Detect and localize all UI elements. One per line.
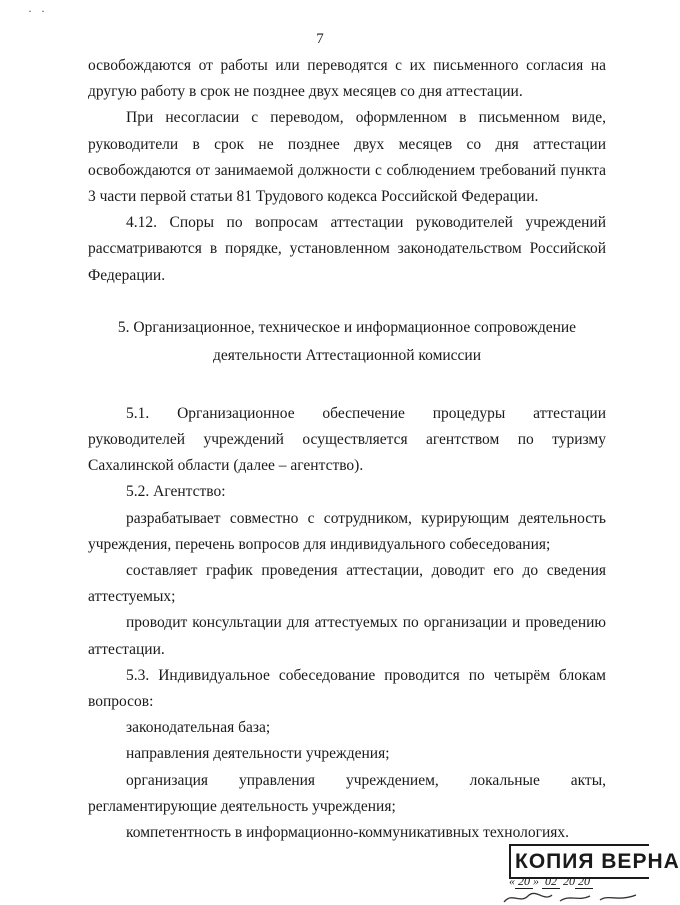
stamp-year: 20	[575, 874, 593, 889]
paragraph-disagreement: При несогласии с переводом, оформленном в письменном виде, руководители в срок не позднее двух месяцев со дня аттестации освобождаются от занимаемой должности с соблюдением требований пункта 3 части первой статьи 81 Трудового кодекса Российской Федерации.	[88, 109, 606, 206]
paragraph-continuation: освобождаются от работы или переводятся с их письменного согласия на другую работу в срок не позднее двух месяцев со дня аттестации.	[88, 57, 606, 101]
paragraph-5-3: 5.3. Индивидуальное собеседование проводится по четырём блокам вопросов:	[88, 666, 606, 711]
section-5-heading: 5. Организационное, техническое и информационное сопровождение деятельности Аттестационной комиссии	[117, 318, 577, 364]
signature-scribble	[500, 890, 640, 905]
paragraph-4-12: 4.12. Споры по вопросам аттестации руководителей учреждений рассматриваются в порядке, установленном законодательством Российской Федерации.	[88, 214, 606, 284]
copy-certified-stamp: КОПИЯ ВЕРНА	[509, 844, 649, 879]
question-block: компетентность в информационно-коммуникативных технологиях.	[126, 824, 570, 842]
stamp-day: 20	[515, 874, 533, 889]
paragraph-5-2: 5.2. Агентство:	[126, 483, 226, 501]
stamp-date: « 20 » 02 20 20	[509, 874, 640, 889]
page-number: 7	[316, 31, 324, 47]
scan-artifact: · ·	[28, 4, 45, 18]
stamp-month: 02	[542, 874, 560, 889]
list-item: составляет график проведения аттестации, доводит его до сведения аттестуемых;	[88, 562, 606, 606]
document-body	[88, 53, 606, 846]
list-item: проводит консультации для аттестуемых по организации и проведению аттестации.	[88, 614, 606, 658]
question-block: законодательная база;	[126, 719, 271, 737]
question-block: организация управления учреждением, локальные акты, регламентирующие деятельность учреждения;	[88, 771, 606, 815]
question-block: направления деятельности учреждения;	[126, 745, 390, 763]
list-item: разрабатывает совместно с сотрудником, курирующим деятельность учреждения, перечень вопросов для индивидуального собеседования;	[88, 509, 606, 553]
paragraph-5-1: 5.1. Организационное обеспечение процедуры аттестации руководителей учреждений осуществляется агентством по туризму Сахалинской области (далее – агентство).	[88, 404, 606, 475]
